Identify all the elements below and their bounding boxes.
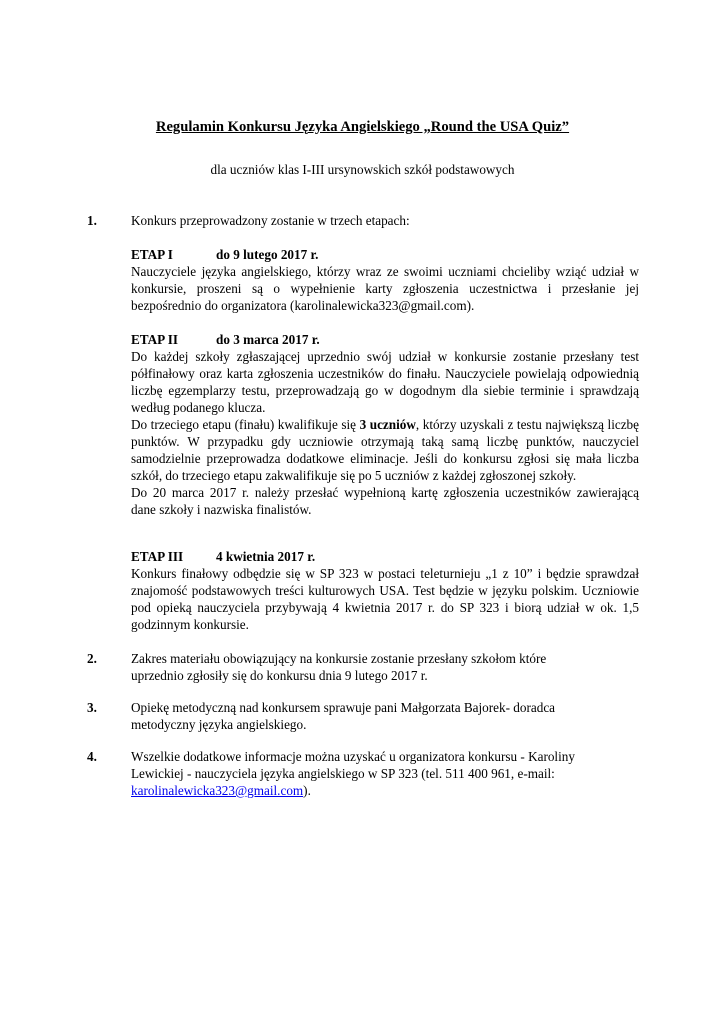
point-3-text: Opiekę metodyczną nad konkursem sprawuje pani Małgorzata Bajorek- doradca metodyczny języka angielskiego.	[131, 700, 556, 732]
stage-2-text-c: Do 20 marca 2017 r. należy przesłać wypełnioną kartę zgłoszenia uczestników zawierającą dane szkoły i nazwiska finalistów.	[131, 485, 639, 517]
stage-2-label: ETAP II	[131, 332, 179, 347]
point-number-4: 4.	[87, 749, 97, 764]
point-number-3: 3.	[87, 700, 97, 715]
stage-3-heading	[131, 548, 639, 565]
stage-3-text: Konkurs finałowy odbędzie się w SP 323 w postaci teleturnieju „1 z 10” i będzie sprawdzał znajomość podstawowych treści kulturowych USA. Test będzie w języku polskim. Uczniowie pod opieką nauczyciela przybywają 4 kwietnia 2017 r. do SP 323 i biorą udział w ok. 1,5 godzinnym konkursie.	[131, 566, 639, 632]
point-1-intro: Konkurs przeprowadzony zostanie w trzech etapach:	[131, 213, 410, 228]
stage-1-text: Nauczyciele języka angielskiego, którzy wraz ze swoimi uczniami chcieliby wziąć udział w konkursie, proszeni są o wypełnienie karty zgłoszenia uczestnictwa i przesłanie jej bezpośrednio do organizatora (karolinalewicka323@gmail.com).	[131, 264, 639, 313]
point-4-text: Wszelkie dodatkowe informacje można uzyskać u organizatora konkursu - Karoliny Lewickiej - nauczyciela języka angielskiego w SP 323 (tel. 511 400 961, e-mail: karolinalewicka323@gmail.com).	[131, 749, 575, 798]
stage-3-label: ETAP III	[131, 549, 184, 564]
stage-2-heading	[131, 331, 639, 348]
point-2-text: Zakres materiału obowiązujący na konkursie zostanie przesłany szkołom które uprzednio zgłosiły się do konkursu dnia 9 lutego 2017 r.	[131, 651, 547, 683]
point-number-1: 1.	[87, 213, 97, 228]
stage-3-date: 4 kwietnia 2017 r.	[216, 549, 316, 564]
stage-2-bold-count: 3 uczniów	[359, 417, 416, 432]
stage-3	[131, 548, 639, 633]
stage-2	[131, 331, 639, 518]
point-number-2: 2.	[87, 651, 97, 666]
stage-2-text-a: Do każdej szkoły zgłaszającej uprzednio swój udział w konkursie zostanie przesłany test półfinałowy oraz karta zgłoszenia uczestników do finału. Nauczyciele powielają odpowiednią liczbę egzemplarzy testu, przeprowadzają go w dogodnym dla siebie terminie i sprawdzają według podanego klucza.	[131, 349, 639, 415]
stage-1	[131, 246, 639, 314]
document-subtitle: dla uczniów klas I-III ursynowskich szkół podstawowych	[210, 162, 515, 177]
stage-1-heading	[131, 246, 639, 263]
document-title: Regulamin Konkursu Języka Angielskiego „Round the USA Quiz”	[155, 119, 570, 135]
stage-2-text-b: Do trzeciego etapu (finału) kwalifikuje się 3 uczniów, którzy uzyskali z testu największą liczbę punktów. W przypadku gdy uczniowie otrzymają taką samą liczbę punktów, nauczyciel samodzielnie przeprowadza dodatkowe eliminacje. Jeśli do konkursu zgłosi się mała liczba szkół, do trzeciego etapu zakwalifikuje się po 5 uczniów z każdej zgłoszonej szkoły.	[131, 417, 640, 483]
organizer-email-link[interactable]: karolinalewicka323@gmail.com	[131, 783, 304, 798]
stage-1-date: do 9 lutego 2017 r.	[216, 247, 319, 262]
stage-1-label: ETAP I	[131, 247, 173, 262]
stage-2-date: do 3 marca 2017 r.	[216, 332, 320, 347]
